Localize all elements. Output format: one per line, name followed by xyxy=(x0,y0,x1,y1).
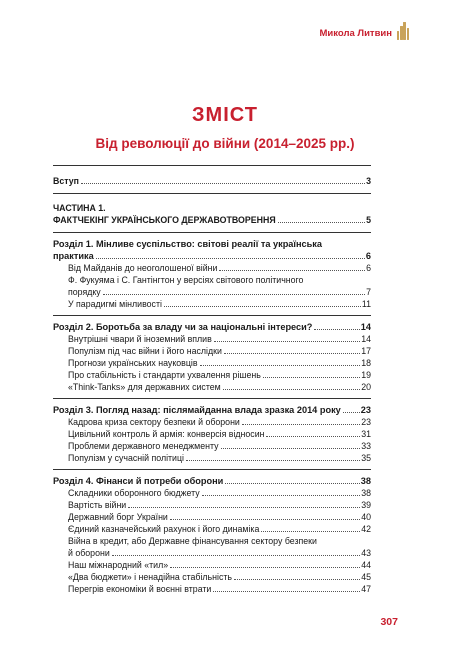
toc-subentry[interactable] xyxy=(53,583,371,595)
toc-subentry-page: 40 xyxy=(361,512,371,522)
toc-subentry[interactable] xyxy=(53,345,371,357)
dot-leader xyxy=(214,341,360,342)
toc-subentry-page: 23 xyxy=(361,417,371,427)
running-header-author: Микола Литвин xyxy=(319,28,392,39)
toc-subentry-label: Наш міжнародний «тил» xyxy=(68,560,169,570)
toc-subentry-label: Проблеми державного менеджменту xyxy=(68,441,219,451)
toc-entry-label: Розділ 2. Боротьба за владу чи за національні інтереси? xyxy=(53,322,313,332)
toc-subentry-page: 42 xyxy=(361,524,371,534)
toc-entry-intro[interactable] xyxy=(53,175,371,187)
toc-subentry-page: 31 xyxy=(361,429,371,439)
toc-entry-page: 3 xyxy=(366,176,371,186)
toc-subentry[interactable] xyxy=(53,357,371,369)
toc-subentry-page: 18 xyxy=(361,358,371,368)
toc-entry-label: Вступ xyxy=(53,176,79,186)
toc-subentry-page: 39 xyxy=(361,500,371,510)
toc-subentry-label: Єдиний казначейський рахунок і його динаміка xyxy=(68,524,260,534)
toc-subentry[interactable] xyxy=(53,428,371,440)
dot-leader xyxy=(170,519,360,520)
toc-subentry[interactable] xyxy=(53,571,371,583)
toc-subentry-page: 20 xyxy=(361,382,371,392)
toc-entry-part-1[interactable] xyxy=(53,214,371,226)
toc-subentry-label: Державний борг України xyxy=(68,512,168,522)
dot-leader xyxy=(225,483,359,484)
toc-subentry[interactable] xyxy=(53,333,371,345)
toc-subentry-label: Кадрова криза сектору безпеки й оборони xyxy=(68,417,240,427)
toc-subentry-page: 45 xyxy=(361,572,371,582)
toc-entry-label: Розділ 3. Погляд назад: післямайданна влада зразка 2014 року xyxy=(53,405,341,415)
toc-subentry[interactable] xyxy=(53,511,371,523)
toc-subentry-label: Внутрішні чвари й іноземний вплив xyxy=(68,334,212,344)
toc-subentry-page: 47 xyxy=(361,584,371,594)
toc-subentry[interactable] xyxy=(53,523,371,535)
dot-leader xyxy=(263,377,360,378)
toc-subentry-label: Популізм під час війни і його наслідки xyxy=(68,346,222,356)
toc-subentry[interactable] xyxy=(53,274,371,298)
toc-subentry-page: 35 xyxy=(361,453,371,463)
dot-leader xyxy=(81,183,365,184)
page-number: 307 xyxy=(380,616,398,628)
toc-subentry-label: Від Майданів до неоголошеної війни xyxy=(68,263,218,273)
toc-entry-page: 23 xyxy=(360,405,371,415)
dot-leader xyxy=(128,507,360,508)
part-heading: ЧАСТИНА 1. xyxy=(53,203,106,213)
publisher-logo-icon xyxy=(397,22,409,40)
page-title: ЗМІСТ xyxy=(192,104,258,126)
toc-subentry-page: 38 xyxy=(361,488,371,498)
toc-entry-label-cont: практика xyxy=(53,251,94,261)
toc-subentry[interactable] xyxy=(53,559,371,571)
toc-section-3[interactable] xyxy=(53,404,371,416)
toc-subentry-label: Про стабільність і стандарти ухвалення рішень xyxy=(68,370,261,380)
dot-leader xyxy=(219,270,365,271)
toc-entry-label: ФАКТЧЕКІНГ УКРАЇНСЬКОГО ДЕРЖАВОТВОРЕННЯ xyxy=(53,215,276,225)
toc-subentry-label: «Два бюджети» і ненадійна стабільність xyxy=(68,572,232,582)
toc-subentry-page: 44 xyxy=(361,560,371,570)
dot-leader xyxy=(213,591,360,592)
dot-leader xyxy=(170,567,360,568)
toc-subentry-label: Прогнози українських науковців xyxy=(68,358,198,368)
dot-leader xyxy=(261,531,360,532)
toc-subentry-page: 11 xyxy=(361,299,371,309)
dot-leader xyxy=(234,579,360,580)
toc-subentry-page: 17 xyxy=(361,346,371,356)
toc-subentry[interactable] xyxy=(53,487,371,499)
toc-subentry[interactable] xyxy=(53,452,371,464)
toc-subentry-label: Популізм у сучасній політиці xyxy=(68,453,184,463)
dot-leader xyxy=(96,258,365,259)
toc-subentry[interactable] xyxy=(53,535,371,559)
dot-leader xyxy=(164,306,361,307)
toc-subentry-label-cont: й оборони xyxy=(68,548,110,558)
dot-leader xyxy=(103,294,365,295)
toc-section-4[interactable] xyxy=(53,475,371,487)
toc-subentry-page: 43 xyxy=(361,548,371,558)
toc-entry-label: Розділ 1. Мінливе суспільство: світові реалії та українська xyxy=(53,239,323,249)
toc-section-2[interactable] xyxy=(53,321,371,333)
table-of-contents xyxy=(53,165,371,595)
toc-subentry-label-cont: порядку xyxy=(68,287,101,297)
dot-leader xyxy=(202,495,361,496)
toc-subentry[interactable] xyxy=(53,298,371,310)
toc-subentry-page: 14 xyxy=(361,334,371,344)
toc-subentry-label: Складники оборонного бюджету xyxy=(68,488,200,498)
toc-subentry-page: 19 xyxy=(361,370,371,380)
dot-leader xyxy=(224,353,360,354)
dot-leader xyxy=(112,555,360,556)
toc-subentry-label: У парадигмі мінливості xyxy=(68,299,162,309)
toc-subentry-label: Війна в кредит, або Державне фінансування сектору безпеки xyxy=(68,536,317,546)
dot-leader xyxy=(221,448,361,449)
dot-leader xyxy=(314,329,359,330)
toc-entry-page: 14 xyxy=(360,322,371,332)
toc-entry-page: 6 xyxy=(365,251,371,261)
dot-leader xyxy=(186,460,360,461)
toc-subentry-page: 7 xyxy=(366,287,371,297)
toc-subentry[interactable] xyxy=(53,499,371,511)
dot-leader xyxy=(200,365,361,366)
toc-subentry[interactable] xyxy=(53,369,371,381)
page-subtitle: Від революції до війни (2014–2025 рр.) xyxy=(95,136,355,151)
toc-subentry[interactable] xyxy=(53,381,371,393)
toc-subentry-label: «Think-Tanks» для державних систем xyxy=(68,382,221,392)
toc-subentry[interactable] xyxy=(53,416,371,428)
toc-subentry-label: Перегрів економіки й воєнні втрати xyxy=(68,584,212,594)
dot-leader xyxy=(223,389,361,390)
toc-subentry-page: 6 xyxy=(366,263,371,273)
dot-leader xyxy=(266,436,360,437)
toc-entry-page: 5 xyxy=(366,215,371,225)
toc-entry-label: Розділ 4. Фінанси й потреби оборони xyxy=(53,476,224,486)
toc-subentry[interactable] xyxy=(53,262,371,274)
toc-section-1[interactable] xyxy=(53,238,371,262)
dot-leader xyxy=(242,424,360,425)
toc-subentry-page: 33 xyxy=(361,441,371,451)
toc-subentry-label: Цивільний контроль й армія: конверсія відносин xyxy=(68,429,265,439)
toc-subentry[interactable] xyxy=(53,440,371,452)
dot-leader xyxy=(343,412,360,413)
toc-entry-page: 38 xyxy=(360,476,371,486)
toc-subentry-label: Вартість війни xyxy=(68,500,127,510)
dot-leader xyxy=(278,222,365,223)
toc-subentry-label: Ф. Фукуяма і С. Гантінгтон у версіях світового політичного xyxy=(68,275,304,285)
